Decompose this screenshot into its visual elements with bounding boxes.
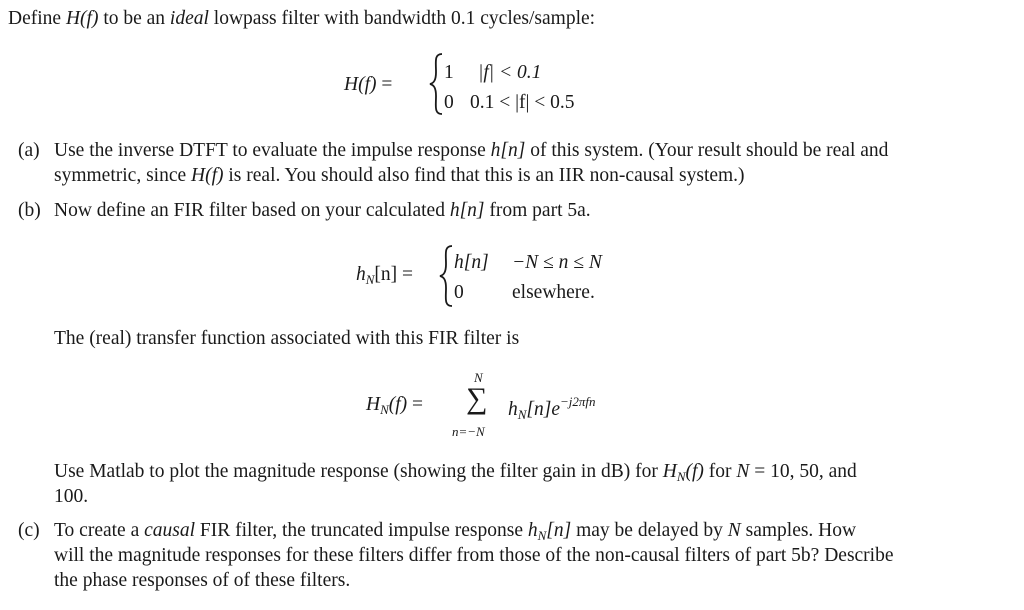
part-c-h-sub: N [537, 528, 547, 543]
part-b-line1 [54, 200, 591, 222]
eq2-case1-condition: −N ≤ n ≤ N [512, 252, 602, 273]
part-c-mid2: may be delayed by [571, 520, 728, 541]
intro-ideal-emphasis: ideal [169, 8, 209, 29]
eq2-equals: = [402, 264, 414, 285]
eq1-case1-condition: |f| < 0.1 [478, 62, 542, 83]
intro-suffix: lowpass filter with bandwidth 0.1 cycles/sample: [208, 8, 596, 29]
part-a-hn: h[n] [490, 140, 526, 161]
eq3-f: (f) [388, 394, 408, 415]
intro-sentence [8, 8, 595, 30]
part-c-line2: will the magnitude responses for these filters differ from those of the non-causal filters of part 5b? Describe [54, 545, 894, 566]
eq1-case1-value: 1 [444, 62, 454, 83]
matlab-instruction-line2: 100. [54, 486, 89, 507]
part-b-label: (b) [18, 200, 41, 221]
eq1-brace-icon [428, 52, 444, 122]
matlab-values: = 10, 50, and [749, 461, 857, 482]
eq3-sub-N: N [380, 402, 389, 417]
part-a-line1-post: of this system. (Your result should be real and [525, 140, 889, 161]
eq3-sum-lower: n=−N [452, 424, 485, 439]
eq2-sub-N: N [365, 272, 375, 287]
matlab-pre: Use Matlab to plot the magnitude response (showing the filter gain in dB) for [54, 461, 663, 482]
eq3-sum-upper: N [474, 370, 483, 385]
matlab-H: H [662, 461, 677, 482]
eq2-case2-condition: elsewhere. [512, 282, 595, 303]
eq3-term [508, 394, 596, 423]
eq2-h: h [356, 264, 366, 285]
part-a-line2 [54, 165, 745, 187]
part-a-Hf: H(f) [191, 165, 224, 186]
part-a-line2-post: is real. You should also find that this is an IIR non-causal system.) [223, 165, 745, 186]
intro-H-symbol: H [65, 8, 81, 29]
part-c-h: h [527, 520, 538, 541]
eq1-case2-value: 0 [444, 92, 454, 113]
matlab-sub-N: N [676, 469, 686, 484]
eq2-brace-icon [438, 244, 454, 314]
eq1-equals: = [381, 74, 393, 95]
eq2-lhs [356, 264, 413, 288]
intro-prefix: Define [8, 8, 66, 29]
eq3-equals: = [412, 394, 424, 415]
intro-f-arg: (f) [80, 8, 99, 29]
part-c-h-n: [n] [546, 520, 572, 541]
transfer-function-text: The (real) transfer function associated with this FIR filter is [54, 328, 520, 349]
part-a-label: (a) [18, 140, 40, 161]
part-a-line1 [54, 140, 888, 162]
eq3-term-exponent: −j2πfn [560, 394, 596, 409]
eq3-term-sub: N [517, 407, 527, 422]
eq2-case2-value: 0 [454, 282, 464, 303]
sigma-sum-icon: ∑ [466, 382, 488, 415]
part-a-line1-pre: Use the inverse DTFT to evaluate the impulse response [54, 140, 491, 161]
part-b-hn: h[n] [449, 200, 485, 221]
part-c-label: (c) [18, 520, 40, 541]
eq2-n: [n] [374, 264, 398, 285]
part-c-N: N [727, 520, 741, 541]
eq1-f: (f) [358, 74, 377, 95]
matlab-N: N [736, 461, 750, 482]
matlab-instruction-line1 [54, 461, 857, 485]
matlab-for: for [703, 461, 737, 482]
part-c-line3: the phase responses of of these filters. [54, 570, 351, 591]
part-a-line2-pre: symmetric, since [54, 165, 192, 186]
part-b-line1-pre: Now define an FIR filter based on your calculated [54, 200, 450, 221]
eq2-case1-value: h[n] [454, 252, 489, 273]
eq3-lhs [366, 394, 423, 418]
eq1-case2-condition: 0.1 < |f| < 0.5 [470, 92, 575, 113]
eq3-term-n: [n]e [526, 399, 561, 420]
eq3-H: H [366, 394, 381, 415]
matlab-f: (f) [685, 461, 704, 482]
part-c-mid: FIR filter, the truncated impulse response [195, 520, 528, 541]
part-c-causal-emphasis: causal [144, 520, 196, 541]
part-b-line1-post: from part 5a. [484, 200, 591, 221]
part-c-pre: To create a [54, 520, 145, 541]
eq3-term-h: h [508, 399, 518, 420]
intro-mid: to be an [98, 8, 170, 29]
eq1-lhs [344, 74, 392, 96]
part-c-post: samples. How [740, 520, 857, 541]
part-c-line1 [54, 520, 856, 544]
eq1-H: H [344, 74, 359, 95]
